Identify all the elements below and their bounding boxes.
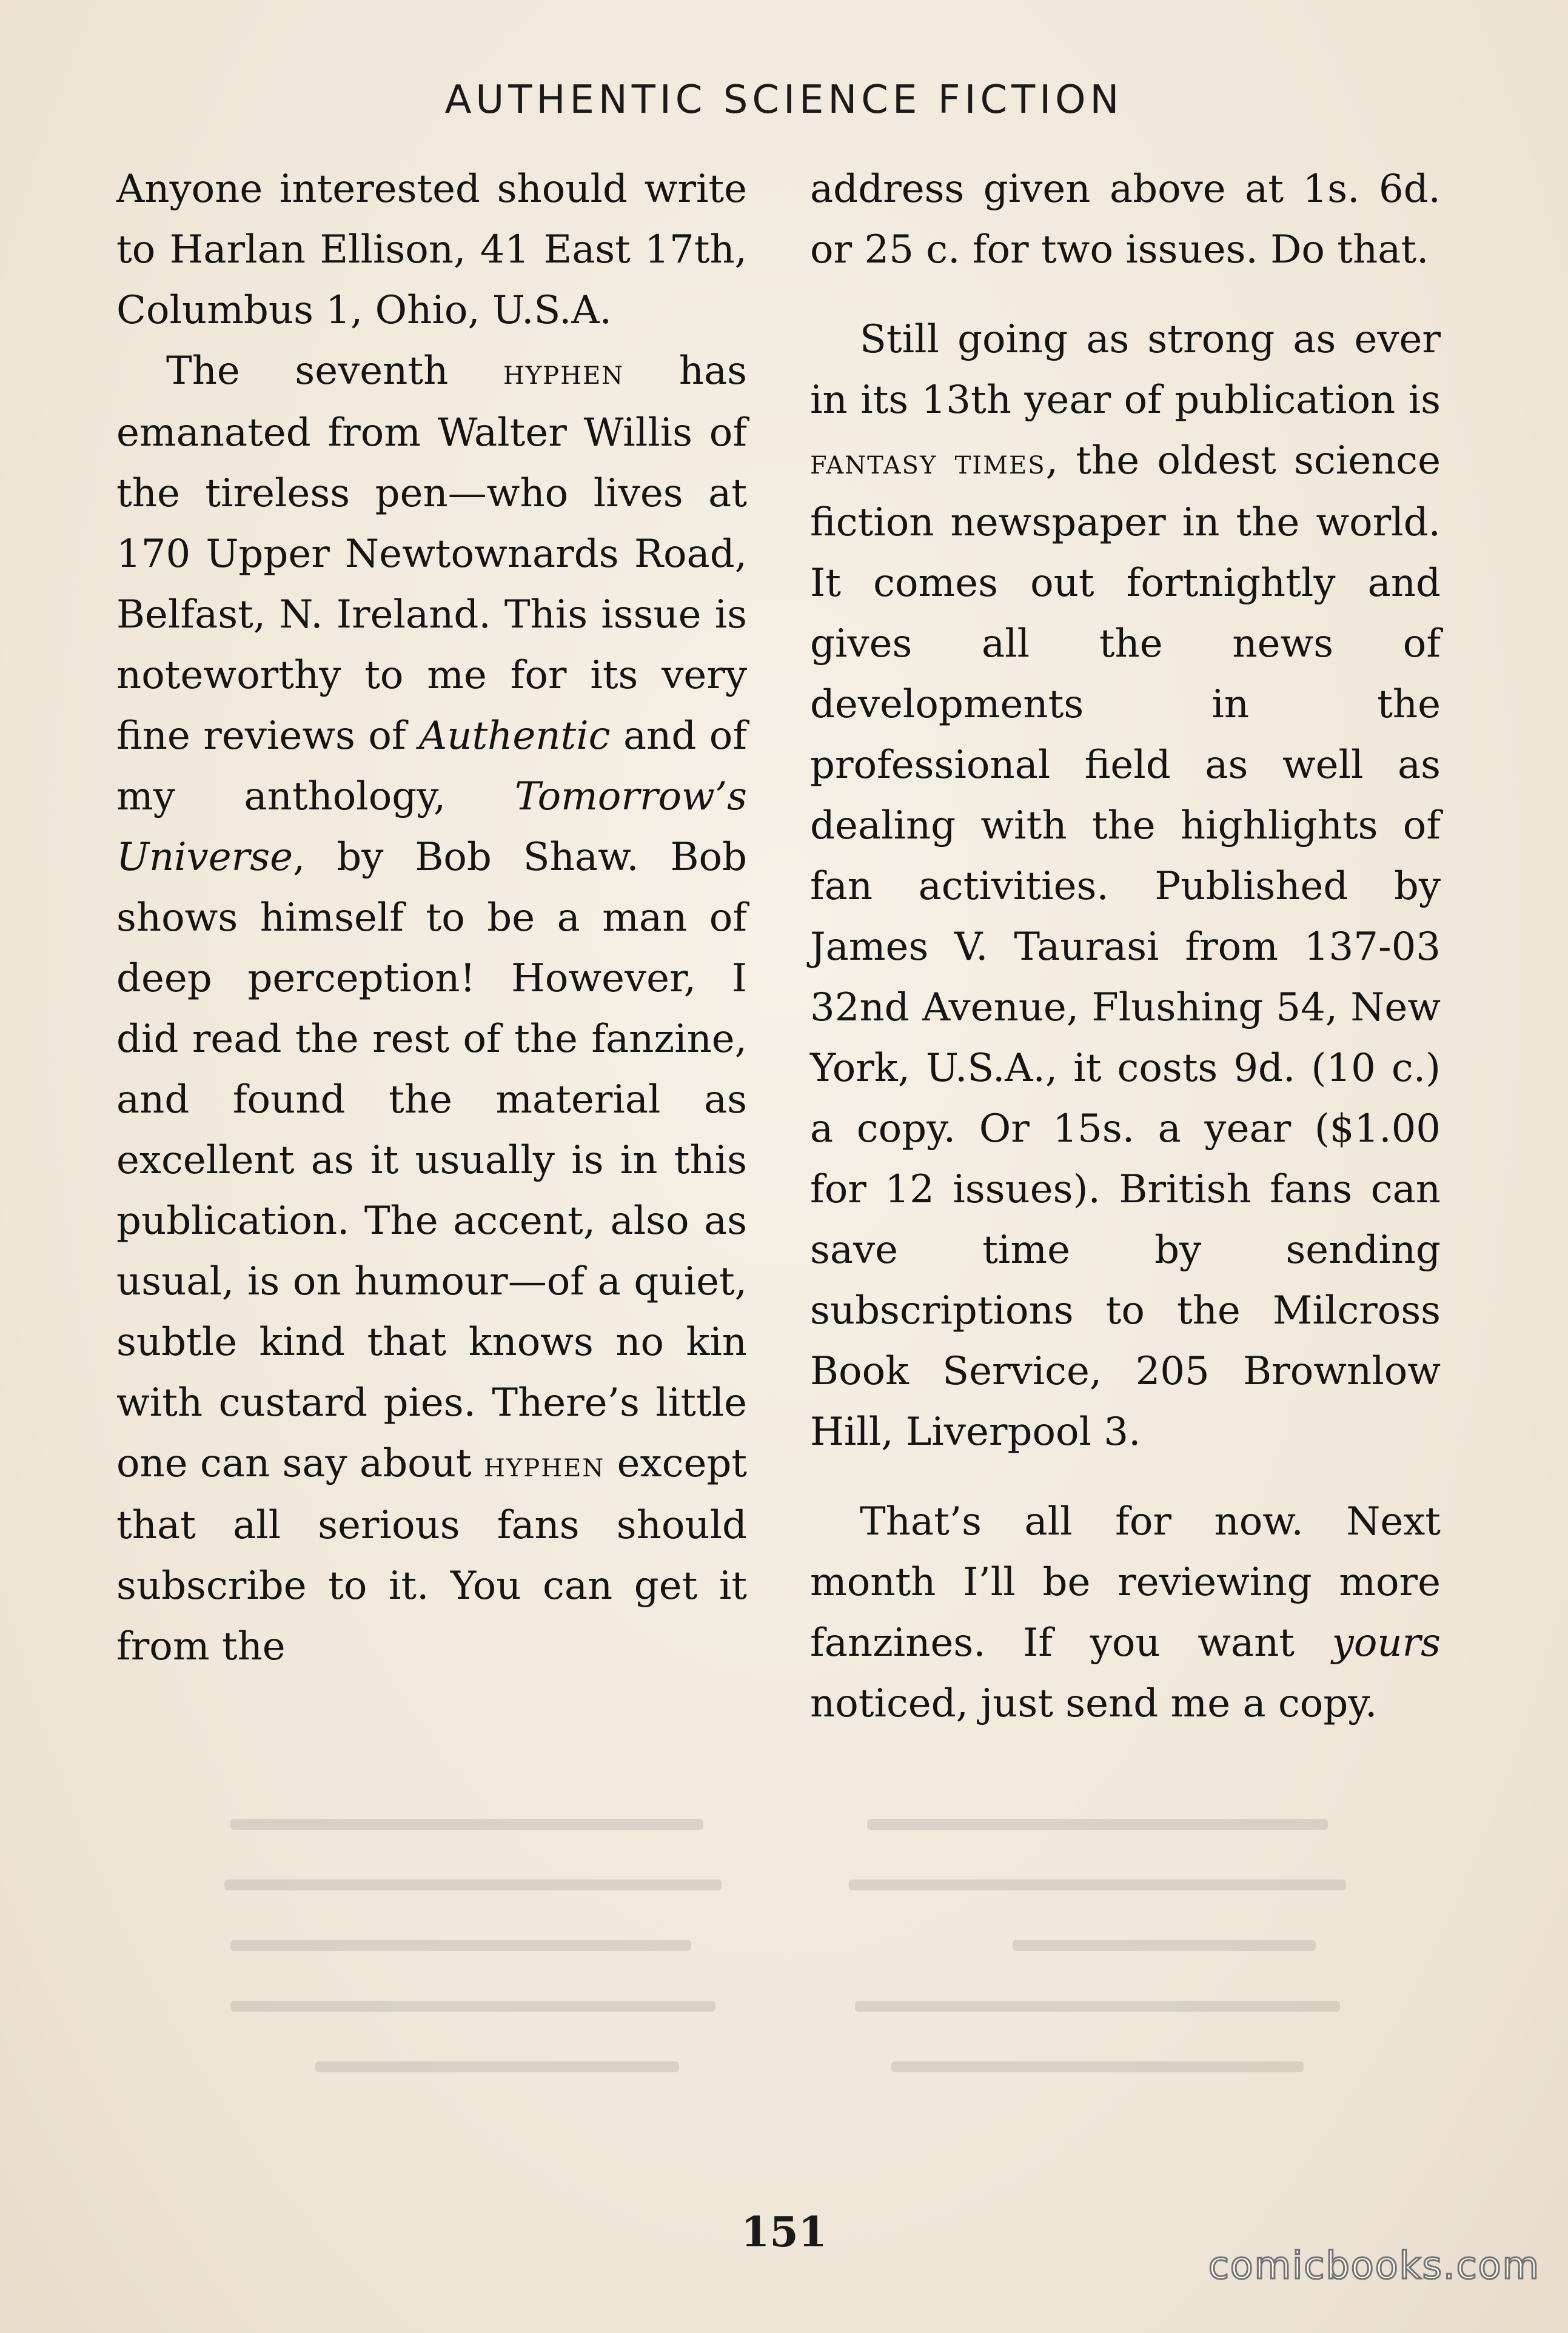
text-run: The seventh: [166, 349, 503, 393]
emphasis-yours: yours: [1332, 1621, 1441, 1665]
text-run: has emanated from Walter Willis of the tireless pen—who lives at 170 Upper Newtownards Road, Belfast, N. Ireland. This issue is noteworthy to me for its very fine reviews of: [116, 349, 748, 758]
running-head: AUTHENTIC SCIENCE FICTION: [444, 78, 1124, 122]
text-run: , by Bob Shaw. Bob shows himself to be a man of deep perception! However, I did read the rest of the fanzine, and found the material as excellent as it usually is in this publication. The accent, also as usual, is on humour—of a quiet, subtle kind that knows no kin with custard pies. There’s little one can say about: [116, 835, 747, 1486]
show-through-bleed-left: [182, 1807, 728, 2127]
paragraph-ellison: [116, 159, 747, 341]
text-run: , the oldest science fiction newspaper in the world. It comes out fortnightly and gives all the news of developments in the professional field as well as dealing with the highlights of fan activities. Published by James V. Taurasi from 137-03 32nd Avenue, Flushing 54, New York, U.S.A., it costs 9d. (10 c.) a copy. Or 15s. a year ($1.00 for 12 issues). British fans can save time by sending subscriptions to the Milcross Book Service, 205 Brownlow Hill, Liverpool 3.: [810, 438, 1441, 1454]
paragraph-hyphen-price: [810, 159, 1441, 280]
page-number: 151: [741, 2208, 827, 2257]
magazine-title-fantasy-times: fantasy times: [810, 441, 1046, 482]
paragraph-ellison-text: Anyone interested should write to Harlan Ellison, 41 East 17th, Columbus 1, Ohio, U.S.A.: [116, 167, 747, 333]
text-run: noticed, just send me a copy.: [810, 1681, 1378, 1726]
text-run: That’s all for now. Next month I’ll be reviewing more fanzines. If you want: [810, 1499, 1441, 1665]
watermark-logo: comicbooks.com: [1208, 2243, 1540, 2288]
show-through-lines-right: [806, 1807, 1352, 2110]
paragraph-closing: [810, 1491, 1441, 1734]
text-run: except that all serious fans should subscribe to it. You can get it from the: [116, 1441, 748, 1669]
magazine-title-hyphen: hyphen: [483, 1444, 605, 1485]
text-run: and of my anthology,: [116, 714, 747, 819]
paragraph-fantasy-times: [810, 309, 1441, 1462]
magazine-title-authentic: Authentic: [419, 714, 611, 758]
show-through-lines-left: [182, 1807, 728, 2110]
left-column: [116, 159, 747, 1677]
text-run: Still going as strong as ever in its 13th year of publication is: [810, 317, 1441, 423]
paragraph-hyphen-review: [116, 341, 747, 1677]
right-column: [810, 159, 1441, 1734]
magazine-title-hyphen: hyphen: [503, 352, 625, 392]
paragraph-hyphen-price-text: address given above at 1s. 6d. or 25 c. for two issues. Do that.: [810, 167, 1441, 272]
book-title-tomorrows-universe: Tomorrow’s Universe: [116, 774, 747, 880]
show-through-bleed-right: [806, 1807, 1352, 2127]
